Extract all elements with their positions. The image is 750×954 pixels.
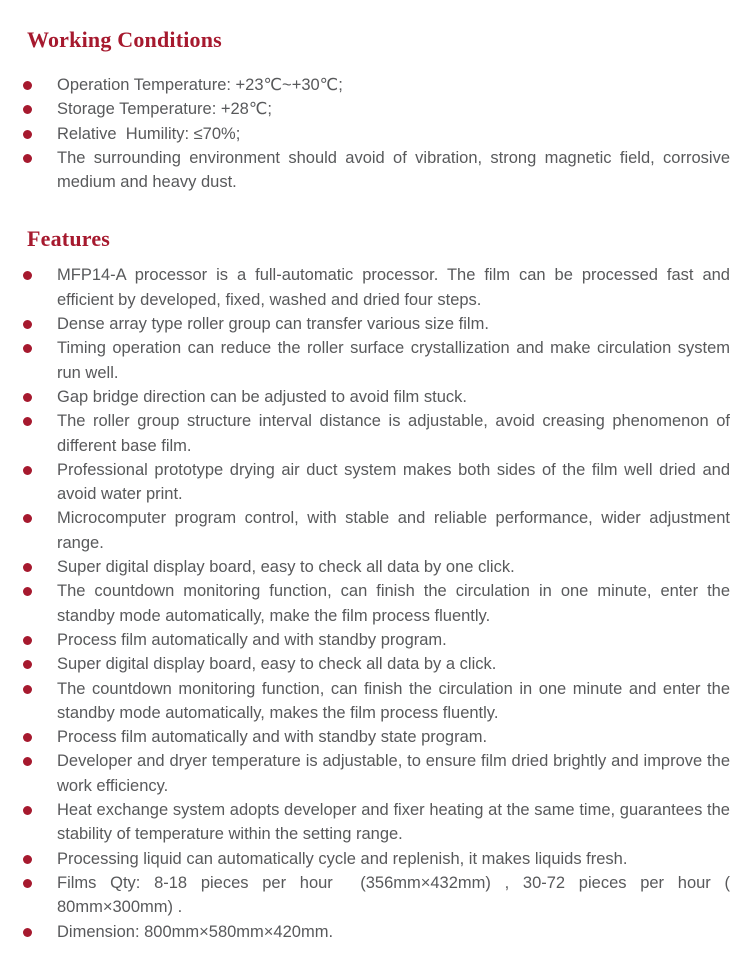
bullet-icon (23, 130, 32, 139)
list-item-text: Dense array type roller group can transfer various size film. (57, 315, 489, 334)
list-item-text: Microcomputer program control, with stable and reliable performance, wider adjustment range. (57, 509, 730, 552)
list-item-text: Gap bridge direction can be adjusted to avoid film stuck. (57, 387, 467, 406)
list-item (22, 847, 730, 871)
list-item-text: Relative Humility: ≤70%; (57, 124, 241, 143)
list-item (22, 506, 730, 555)
list-item-text: Processing liquid can automatically cycle and replenish, it makes liquids fresh. (57, 849, 628, 868)
list-item (22, 677, 730, 726)
list-item (22, 312, 730, 336)
bullet-icon (23, 806, 32, 815)
bullet-icon (23, 855, 32, 864)
bullet-icon (23, 271, 32, 280)
list-item-text: The countdown monitoring function, can finish the circulation in one minute, enter the standby mode automatically, make the film process fluently. (57, 582, 730, 625)
bullet-icon (23, 587, 32, 596)
list-item (22, 409, 730, 458)
bullet-icon (23, 320, 32, 329)
bullet-icon (23, 928, 32, 937)
list-item-text: Process film automatically and with standby program. (57, 630, 447, 649)
bullet-icon (23, 466, 32, 475)
list-item (22, 555, 730, 579)
list-item (22, 871, 730, 920)
bullet-icon (23, 660, 32, 669)
list-item (22, 749, 730, 798)
features-list (22, 263, 730, 943)
list-item-text: Timing operation can reduce the roller surface crystallization and make circulation system run well. (57, 339, 730, 382)
bullet-icon (23, 344, 32, 353)
list-item (22, 385, 730, 409)
list-item (22, 122, 730, 146)
list-item-text: Professional prototype drying air duct system makes both sides of the film well dried and avoid water print. (57, 460, 730, 504)
list-item-text: Developer and dryer temperature is adjustable, to ensure film dried brightly and improve the work efficiency. (57, 752, 730, 795)
bullet-icon (23, 636, 32, 645)
list-item-text: The countdown monitoring function, can finish the circulation in one minute and enter the standby mode automatically, makes the film process fluently. (57, 679, 730, 722)
bullet-icon (23, 81, 32, 90)
working-conditions-heading: Working Conditions (27, 27, 222, 52)
list-item-text: Super digital display board, easy to check all data by a click. (57, 655, 497, 674)
list-item (22, 263, 730, 312)
list-item (22, 579, 730, 628)
list-item-text: Dimension: 800mm×580mm×420mm. (57, 922, 334, 941)
bullet-icon (23, 563, 32, 572)
list-item-text: The roller group structure interval distance is adjustable, avoid creasing phenomenon of different base film. (57, 412, 730, 455)
bullet-icon (23, 879, 32, 888)
list-item-text: Super digital display board, easy to check all data by one click. (57, 558, 515, 577)
list-item (22, 798, 730, 847)
list-item-text: Storage Temperature: +28℃; (57, 100, 272, 119)
bullet-icon (23, 685, 32, 694)
list-item-text: Process film automatically and with standby state program. (57, 728, 488, 747)
bullet-icon (23, 417, 32, 426)
list-item (22, 458, 730, 507)
list-item (22, 73, 730, 97)
section-features (27, 225, 730, 943)
list-item-text: Films Qty: 8-18 pieces per hour (356mm×432mm) , 30-72 pieces per hour ( 80mm×300mm) . (57, 873, 730, 917)
list-item (22, 725, 730, 749)
list-item (22, 146, 730, 195)
list-item (22, 652, 730, 676)
list-item-text: Heat exchange system adopts developer and fixer heating at the same time, guarantees the stability of temperature within the setting range. (57, 801, 730, 844)
bullet-icon (23, 757, 32, 766)
list-item (22, 628, 730, 652)
bullet-icon (23, 154, 32, 163)
bullet-icon (23, 733, 32, 742)
bullet-icon (23, 105, 32, 114)
working-conditions-list (22, 73, 730, 194)
features-heading: Features (27, 226, 111, 252)
list-item (22, 336, 730, 385)
list-item-text: The surrounding environment should avoid of vibration, strong magnetic field, corrosive medium and heavy dust. (57, 148, 730, 192)
list-item (22, 97, 730, 121)
section-working-conditions (27, 26, 730, 194)
list-item (22, 920, 730, 944)
bullet-icon (23, 393, 32, 402)
bullet-icon (23, 514, 32, 523)
list-item-text: Operation Temperature: +23℃~+30℃; (57, 76, 343, 94)
list-item-text: MFP14-A processor is a full-automatic processor. The film can be processed fast and efficient by developed, fixed, washed and dried four steps. (57, 266, 730, 309)
